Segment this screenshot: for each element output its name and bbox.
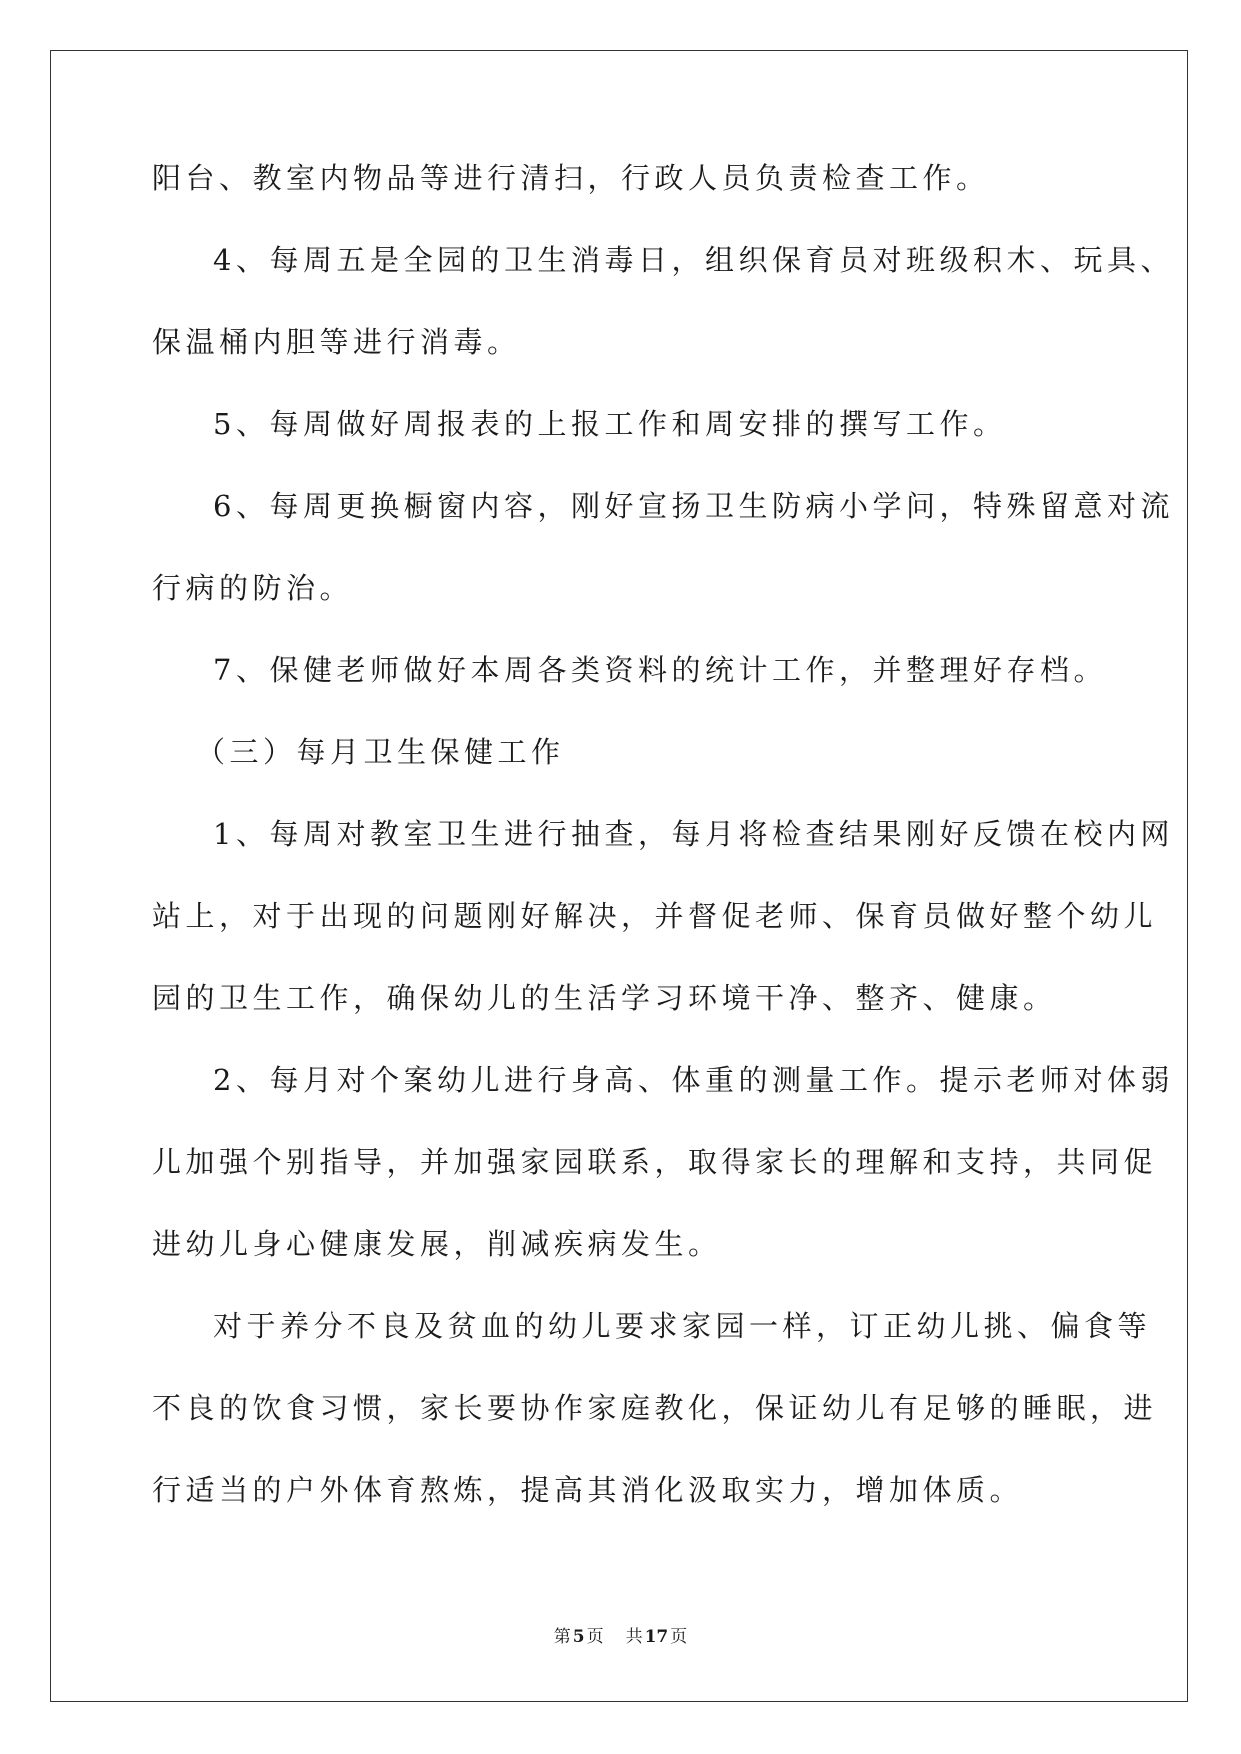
section-heading: （三）每月卫生保健工作	[196, 735, 565, 769]
text-line: 行病的防治。	[152, 571, 354, 605]
text-line: 园的卫生工作，确保幼儿的生活学习环境干净、整齐、健康。	[152, 981, 1057, 1015]
text-line: 4、每周五是全园的卫生消毒日，组织保育员对班级积木、玩具、	[213, 243, 1174, 277]
text-line: 儿加强个别指导，并加强家园联系，取得家长的理解和支持，共同促	[152, 1145, 1158, 1179]
page-prefix: 第	[553, 1627, 571, 1647]
text-line: 2、每月对个案幼儿进行身高、体重的测量工作。提示老师对体弱	[213, 1063, 1174, 1097]
text-line: 站上，对于出现的问题刚好解决，并督促老师、保育员做好整个幼儿	[152, 899, 1158, 933]
text-line: 进幼儿身心健康发展，削减疾病发生。	[152, 1227, 722, 1261]
text-line: 1、每周对教室卫生进行抽查，每月将检查结果刚好反馈在校内网	[213, 817, 1174, 851]
total-suffix: 页	[670, 1627, 688, 1647]
text-line: 不良的饮食习惯，家长要协作家庭教化，保证幼儿有足够的睡眠，进	[152, 1391, 1158, 1425]
text-line: 保温桶内胆等进行消毒。	[152, 325, 521, 359]
page-footer	[0, 1622, 1241, 1647]
document-body	[152, 161, 1174, 1557]
total-pages: 17	[644, 1627, 669, 1647]
text-line: 对于养分不良及贫血的幼儿要求家园一样，订正幼儿挑、偏食等	[213, 1309, 1152, 1343]
total-prefix: 共	[625, 1627, 643, 1647]
page-suffix: 页	[586, 1627, 604, 1647]
text-line: 行适当的户外体育熬炼，提高其消化汲取实力，增加体质。	[152, 1473, 1024, 1507]
text-line: 6、每周更换橱窗内容，刚好宣扬卫生防病小学问，特殊留意对流	[213, 489, 1174, 523]
page-number: 5	[572, 1627, 585, 1647]
text-line: 7、保健老师做好本周各类资料的统计工作，并整理好存档。	[213, 653, 1107, 687]
text-line: 阳台、教室内物品等进行清扫，行政人员负责检查工作。	[152, 161, 990, 195]
text-line: 5、每周做好周报表的上报工作和周安排的撰写工作。	[213, 407, 1007, 441]
